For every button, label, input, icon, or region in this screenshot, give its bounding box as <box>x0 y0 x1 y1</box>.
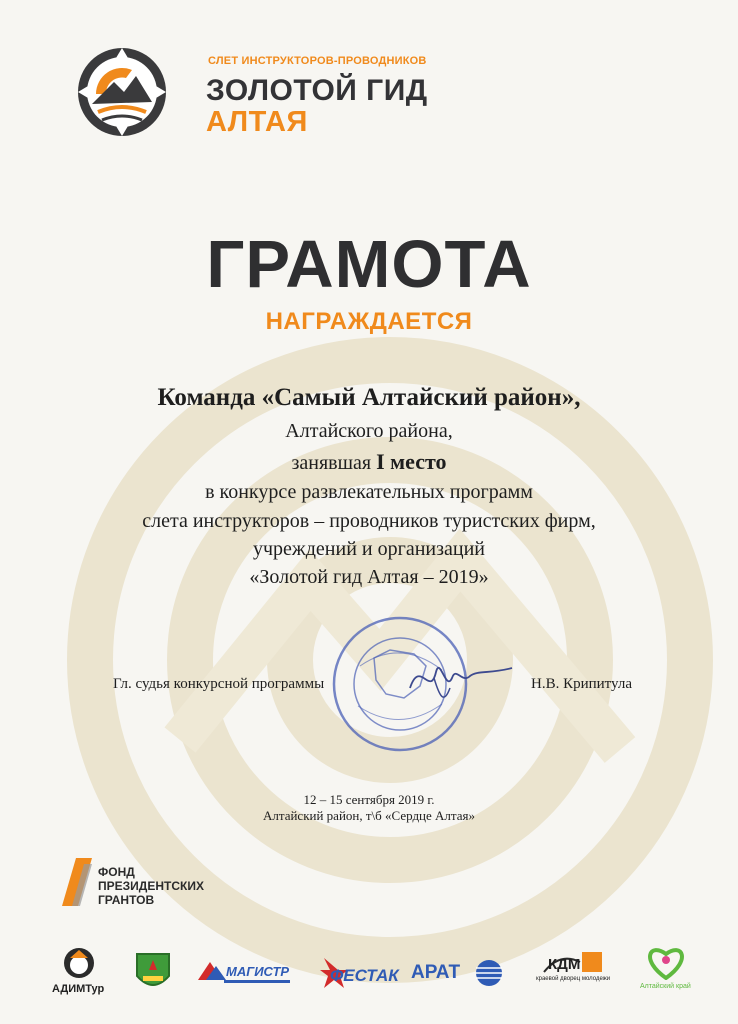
place-value: I место <box>376 449 447 474</box>
header-subtitle: СЛЕТ ИНСТРУКТОРОВ-ПРОВОДНИКОВ <box>208 55 427 67</box>
certificate-subtitle: НАГРАЖДАЕТСЯ <box>265 308 473 335</box>
certificate-title: ГРАМОТА <box>206 227 532 302</box>
fund-line: ФОНД <box>98 865 135 879</box>
globe-icon <box>474 958 504 988</box>
presidential-grants-fund-icon <box>62 858 92 906</box>
contest-line: в конкурсе развлекательных программ <box>205 481 533 503</box>
header-title: ЗОЛОТОЙ ГИД <box>206 74 428 107</box>
event-location: Алтайский район, т\б «Сердце Алтая» <box>262 808 476 823</box>
recipient-line: Команда «Самый Алтайский район», <box>157 384 581 411</box>
handwritten-signature <box>400 648 520 708</box>
event-line: слета инструкторов – проводников туристских фирм, <box>142 510 596 532</box>
judge-role: Гл. судья конкурсной программы <box>113 676 325 692</box>
fund-line: ГРАНТОВ <box>98 893 155 907</box>
shield-logo-icon <box>133 950 173 996</box>
header-title-accent: АЛТАЯ <box>206 106 308 138</box>
adimtur-logo-icon <box>60 946 98 980</box>
kdm-label: КДМ <box>548 956 581 973</box>
arat-label: АРАТ <box>411 962 461 983</box>
place-line <box>0 449 738 475</box>
adimtur-label: АДИМТур <box>52 983 105 995</box>
place-prefix: занявшая <box>291 452 372 474</box>
event-name-line: «Золотой гид Алтая – 2019» <box>249 566 489 588</box>
fund-line: ПРЕЗИДЕНТСКИХ <box>98 879 204 893</box>
compass-logo-icon <box>76 46 168 138</box>
kdm-caption: краевой дворец молодежи <box>536 976 611 982</box>
presidential-grants-fund <box>98 865 204 907</box>
judge-name: Н.В. Крипитула <box>531 676 633 692</box>
magistr-label: МАГИСТР <box>226 964 290 979</box>
heart-logo-icon <box>646 944 686 980</box>
district-line: Алтайского района, <box>285 420 453 442</box>
altai-caption: Алтайский край <box>640 983 691 990</box>
event-dates: 12 – 15 сентября 2019 г. <box>303 792 435 807</box>
orgs-line: учреждений и организаций <box>253 538 485 560</box>
festak-label: ФЕСТАК <box>330 966 399 985</box>
